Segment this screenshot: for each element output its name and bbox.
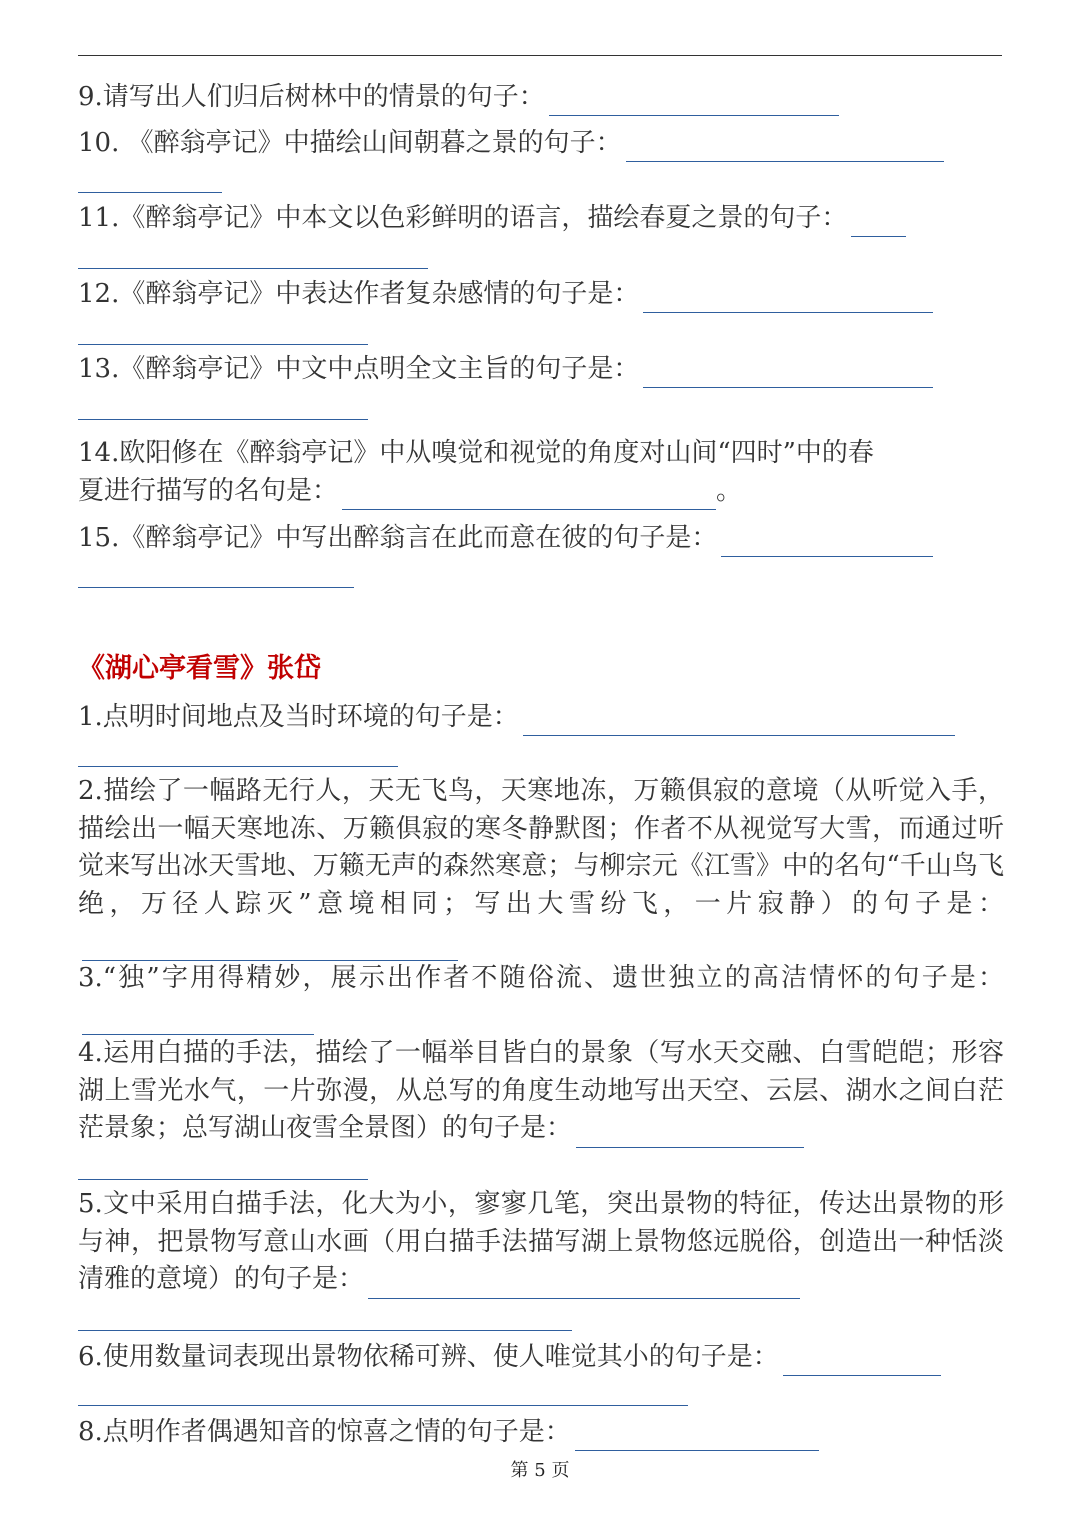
question-12 xyxy=(78,275,933,313)
answer-blank-10[interactable] xyxy=(626,131,944,162)
question-14-text-cont: 夏进行描写的名句是： xyxy=(78,476,339,506)
header-rule xyxy=(78,55,1002,56)
question-11 xyxy=(78,199,906,237)
answer-blank-12-cont[interactable] xyxy=(78,344,368,345)
s2-question-5 xyxy=(78,1186,1004,1299)
answer-blank-9[interactable] xyxy=(549,85,839,116)
question-15-text: 15.《醉翁亭记》中写出醉翁言在此而意在彼的句子是： xyxy=(78,523,718,553)
question-9 xyxy=(78,78,839,116)
question-10-text: 10. 《醉翁亭记》中描绘山间朝暮之景的句子： xyxy=(78,128,622,158)
question-9-text: 9.请写出人们归后树林中的情景的句子： xyxy=(78,82,545,112)
s2-answer-blank-4[interactable] xyxy=(576,1121,804,1148)
answer-blank-15[interactable] xyxy=(721,526,933,557)
question-14-period: 。 xyxy=(716,476,743,506)
section-heading: 《湖心亭看雪》张岱 xyxy=(78,653,321,684)
s2-question-4-text: 4.运用白描的手法，描绘了一幅举目皆白的景象（写水天交融、白雪皑皑；形容湖上雪光水气，一片弥漫，从总写的角度生动地写出天空、云层、湖水之间白茫茫景象；总写湖山夜雪全景图）的句子是： xyxy=(78,1038,1004,1143)
s2-question-8 xyxy=(78,1413,819,1451)
s2-answer-blank-1[interactable] xyxy=(523,705,955,736)
s2-question-6 xyxy=(78,1338,941,1376)
s2-question-4 xyxy=(78,1035,1004,1148)
s2-answer-blank-2[interactable] xyxy=(82,934,458,961)
answer-blank-12[interactable] xyxy=(643,282,933,313)
question-10 xyxy=(78,124,944,162)
s2-question-8-text: 8.点明作者偶遇知音的惊喜之情的句子是： xyxy=(78,1417,571,1447)
s2-answer-blank-1-cont[interactable] xyxy=(78,766,398,767)
s2-question-6-text: 6.使用数量词表现出景物依稀可辨、使人唯觉其小的句子是： xyxy=(78,1342,779,1372)
answer-blank-13[interactable] xyxy=(643,357,933,388)
answer-blank-10-cont[interactable] xyxy=(78,192,222,193)
s2-question-1 xyxy=(78,698,955,736)
s2-question-3-text: 3.“独”字用得精妙，展示出作者不随俗流、遗世独立的高洁情怀的句子是： xyxy=(78,963,1004,993)
s2-question-2-text: 2.描绘了一幅路无行人，天无飞鸟，天寒地冻，万籁俱寂的意境（从听觉入手，描绘出一幅天寒地冻、万籁俱寂的寒冬静默图；作者不从视觉写大雪，而通过听觉来写出冰天雪地、万籁无声的森然寒意；与柳宗元《江雪》中的名句“千山鸟飞绝，万径人踪灭”意境相同；写出大雪纷飞，一片寂静）的句子是： xyxy=(78,776,1004,919)
s2-answer-blank-5[interactable] xyxy=(368,1272,800,1299)
s2-answer-blank-8[interactable] xyxy=(575,1420,819,1451)
question-11-text: 11.《醉翁亭记》中本文以色彩鲜明的语言，描绘春夏之景的句子： xyxy=(78,203,848,233)
question-14-text: 14.欧阳修在《醉翁亭记》中从嗅觉和视觉的角度对山间“四时”中的春 xyxy=(78,438,874,468)
s2-answer-blank-6[interactable] xyxy=(783,1345,941,1376)
s2-question-3 xyxy=(78,960,1004,1035)
answer-blank-13-cont[interactable] xyxy=(78,419,368,420)
s2-question-2 xyxy=(78,773,1004,961)
question-15 xyxy=(78,519,933,557)
page-number: 第 5 页 xyxy=(510,1460,570,1481)
s2-answer-blank-5-cont[interactable] xyxy=(78,1330,572,1331)
question-13-text: 13.《醉翁亭记》中文中点明全文主旨的句子是： xyxy=(78,354,640,384)
question-12-text: 12.《醉翁亭记》中表达作者复杂感情的句子是： xyxy=(78,279,640,309)
s2-answer-blank-6-cont[interactable] xyxy=(78,1405,688,1406)
question-14-line1 xyxy=(78,434,874,472)
answer-blank-11-cont[interactable] xyxy=(78,268,428,269)
answer-blank-14[interactable] xyxy=(342,479,716,510)
question-13 xyxy=(78,350,933,388)
answer-blank-15-cont[interactable] xyxy=(78,587,354,588)
s2-question-1-text: 1.点明时间地点及当时环境的句子是： xyxy=(78,702,519,732)
answer-blank-11[interactable] xyxy=(851,206,906,237)
s2-answer-blank-3[interactable] xyxy=(82,1008,314,1035)
s2-question-5-text: 5.文中采用白描手法，化大为小，寥寥几笔，突出景物的特征，传达出景物的形与神，把景物写意山水画（用白描手法描写湖上景物悠远脱俗，创造出一种恬淡清雅的意境）的句子是： xyxy=(78,1189,1004,1294)
s2-answer-blank-4-cont[interactable] xyxy=(78,1179,368,1180)
question-14-line2 xyxy=(78,472,742,510)
